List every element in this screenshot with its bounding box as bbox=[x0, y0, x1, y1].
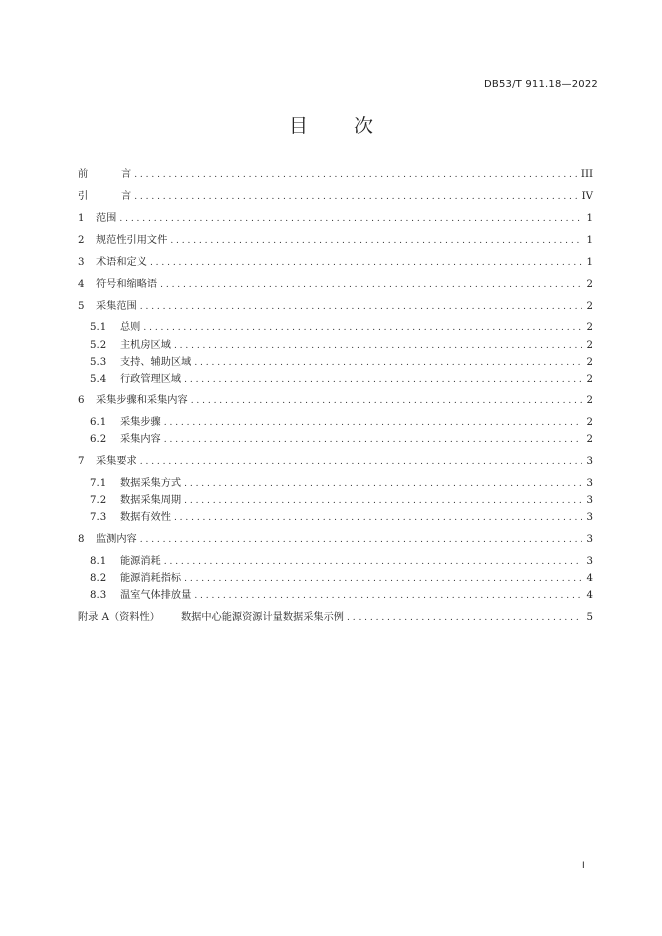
toc-leader-dots bbox=[164, 416, 582, 430]
toc-entry-number: 8.3 bbox=[90, 590, 107, 601]
toc-entry-number: 6 bbox=[78, 395, 85, 406]
toc-leader-dots bbox=[143, 321, 582, 335]
toc-leader-dots bbox=[184, 477, 582, 491]
toc-entry[interactable] bbox=[90, 555, 593, 569]
toc-entry-label: 符号和缩略语 bbox=[96, 279, 158, 290]
toc-entry-label: 数据采集周期 bbox=[120, 495, 182, 506]
toc-entry-number: 7.3 bbox=[90, 512, 107, 523]
toc-entry-page: III bbox=[580, 169, 593, 180]
toc-entry[interactable] bbox=[78, 190, 593, 204]
toc-leader-dots bbox=[174, 339, 582, 353]
toc-leader-dots bbox=[140, 300, 582, 314]
toc-entry-label: 言 bbox=[121, 191, 132, 202]
toc-entry-label: 采集步骤 bbox=[120, 417, 161, 428]
toc-entry[interactable] bbox=[78, 533, 593, 547]
toc-entry-page: 1 bbox=[586, 213, 593, 224]
title-char-2: 次 bbox=[354, 115, 374, 137]
toc-leader-dots bbox=[164, 555, 582, 569]
toc-entry-page: 4 bbox=[586, 573, 593, 584]
toc-leader-dots bbox=[191, 394, 582, 408]
toc-entry-label: 规范性引用文件 bbox=[96, 235, 168, 246]
toc-entry-label: 术语和定义 bbox=[96, 257, 147, 268]
document-code: DB53/T 911.18—2022 bbox=[484, 79, 598, 90]
toc-entry-number: 7.1 bbox=[90, 478, 107, 489]
toc-entry-label: 能源消耗指标 bbox=[120, 573, 182, 584]
toc-entry-label: 数据中心能源资源计量数据采集示例 bbox=[181, 612, 344, 623]
toc-leader-dots bbox=[164, 433, 582, 447]
toc-entry[interactable] bbox=[90, 433, 593, 447]
toc-entry-label: 总则 bbox=[120, 322, 141, 333]
toc-entry-number: 5.3 bbox=[90, 357, 107, 368]
toc-entry-number: 4 bbox=[78, 279, 85, 290]
toc-entry-number: 引 bbox=[78, 191, 89, 202]
toc-entry-label: 采集范围 bbox=[96, 301, 137, 312]
toc-entry-label: 范围 bbox=[96, 213, 117, 224]
toc-entry-number: 8.1 bbox=[90, 556, 107, 567]
toc-entry-page: 5 bbox=[586, 612, 593, 623]
page-number: I bbox=[582, 861, 585, 871]
toc-entry-number: 5.2 bbox=[90, 340, 107, 351]
toc-entry-number: 8.2 bbox=[90, 573, 107, 584]
toc-entry-page: 2 bbox=[586, 279, 593, 290]
toc-entry[interactable] bbox=[78, 234, 593, 248]
toc-entry-page: 1 bbox=[586, 257, 593, 268]
toc-entry-number: 前 bbox=[78, 169, 89, 180]
toc-entry-label: 温室气体排放量 bbox=[120, 590, 192, 601]
toc-entry-label: 采集步骤和采集内容 bbox=[96, 395, 188, 406]
toc-entry-page: 3 bbox=[586, 478, 593, 489]
toc-leader-dots bbox=[174, 511, 582, 525]
toc-entry[interactable] bbox=[78, 394, 593, 408]
toc-entry[interactable] bbox=[90, 477, 593, 491]
toc-entry[interactable] bbox=[78, 455, 593, 469]
toc-entry-page: 2 bbox=[586, 340, 593, 351]
toc-entry[interactable] bbox=[78, 300, 593, 314]
toc-entry[interactable] bbox=[90, 373, 593, 387]
toc-leader-dots bbox=[134, 190, 578, 204]
toc-entry-page: 2 bbox=[586, 417, 593, 428]
toc-leader-dots bbox=[134, 168, 578, 182]
toc-entry-number: 6.1 bbox=[90, 417, 107, 428]
toc-leader-dots bbox=[194, 356, 582, 370]
toc-entry-number: 附录 A（资料性） bbox=[78, 612, 160, 623]
toc-leader-dots bbox=[170, 234, 582, 248]
title-char-1: 目 bbox=[288, 115, 308, 137]
toc-leader-dots bbox=[184, 373, 582, 387]
toc-leader-dots bbox=[119, 212, 582, 226]
toc-entry-page: 2 bbox=[586, 357, 593, 368]
toc-entry[interactable] bbox=[78, 256, 593, 270]
toc-entry-page: 2 bbox=[586, 434, 593, 445]
toc-leader-dots bbox=[140, 533, 582, 547]
toc-entry-label: 采集内容 bbox=[120, 434, 161, 445]
toc-entry[interactable] bbox=[90, 339, 593, 353]
toc-leader-dots bbox=[184, 572, 582, 586]
toc-entry-page: IV bbox=[581, 191, 593, 202]
toc-entry-number: 1 bbox=[78, 213, 85, 224]
toc-entry-page: 2 bbox=[586, 301, 593, 312]
toc-leader-dots bbox=[347, 611, 582, 625]
toc-entry-label: 支持、辅助区域 bbox=[120, 357, 192, 368]
toc-entry[interactable] bbox=[90, 356, 593, 370]
toc-entry-number: 8 bbox=[78, 534, 85, 545]
toc-entry-label: 数据采集方式 bbox=[120, 478, 182, 489]
toc-entry-label: 言 bbox=[121, 169, 132, 180]
toc-entry-page: 1 bbox=[586, 235, 593, 246]
toc-entry[interactable] bbox=[90, 494, 593, 508]
toc-leader-dots bbox=[184, 494, 582, 508]
toc-entry-number: 2 bbox=[78, 235, 85, 246]
toc-entry-label: 采集要求 bbox=[96, 456, 137, 467]
toc-entry[interactable] bbox=[78, 278, 593, 292]
toc-entry-label: 数据有效性 bbox=[120, 512, 171, 523]
toc-entry-page: 3 bbox=[586, 534, 593, 545]
toc-entry-page: 3 bbox=[586, 495, 593, 506]
toc-leader-dots bbox=[150, 256, 582, 270]
toc-entry-page: 4 bbox=[586, 590, 593, 601]
toc-entry[interactable] bbox=[78, 168, 593, 182]
toc-entry-number: 5.4 bbox=[90, 374, 107, 385]
toc-entry-page: 3 bbox=[586, 556, 593, 567]
toc-entry-page: 2 bbox=[586, 374, 593, 385]
toc-entry[interactable] bbox=[78, 611, 593, 625]
toc-entry-number: 5.1 bbox=[90, 322, 107, 333]
toc-entry-page: 2 bbox=[586, 322, 593, 333]
toc-entry[interactable] bbox=[90, 321, 593, 335]
toc-leader-dots bbox=[140, 455, 582, 469]
toc-entry-number: 7 bbox=[78, 456, 85, 467]
toc-entry[interactable] bbox=[90, 511, 593, 525]
toc-entry[interactable] bbox=[90, 572, 593, 586]
toc-entry-page: 3 bbox=[586, 512, 593, 523]
toc-entry-label: 能源消耗 bbox=[120, 556, 161, 567]
page-title bbox=[0, 111, 662, 138]
toc-entry-number: 7.2 bbox=[90, 495, 107, 506]
toc-leader-dots bbox=[194, 589, 582, 603]
toc-entry-number: 6.2 bbox=[90, 434, 107, 445]
toc-entry-page: 2 bbox=[586, 395, 593, 406]
toc-entry-page: 3 bbox=[586, 456, 593, 467]
toc-entry-label: 行政管理区域 bbox=[120, 374, 182, 385]
toc-entry[interactable] bbox=[90, 589, 593, 603]
toc-entry-label: 监测内容 bbox=[96, 534, 137, 545]
toc-entry[interactable] bbox=[78, 212, 593, 226]
toc-entry[interactable] bbox=[90, 416, 593, 430]
toc-entry-number: 3 bbox=[78, 257, 85, 268]
toc-leader-dots bbox=[160, 278, 582, 292]
toc-entry-number: 5 bbox=[78, 301, 85, 312]
toc-entry-label: 主机房区域 bbox=[120, 340, 171, 351]
